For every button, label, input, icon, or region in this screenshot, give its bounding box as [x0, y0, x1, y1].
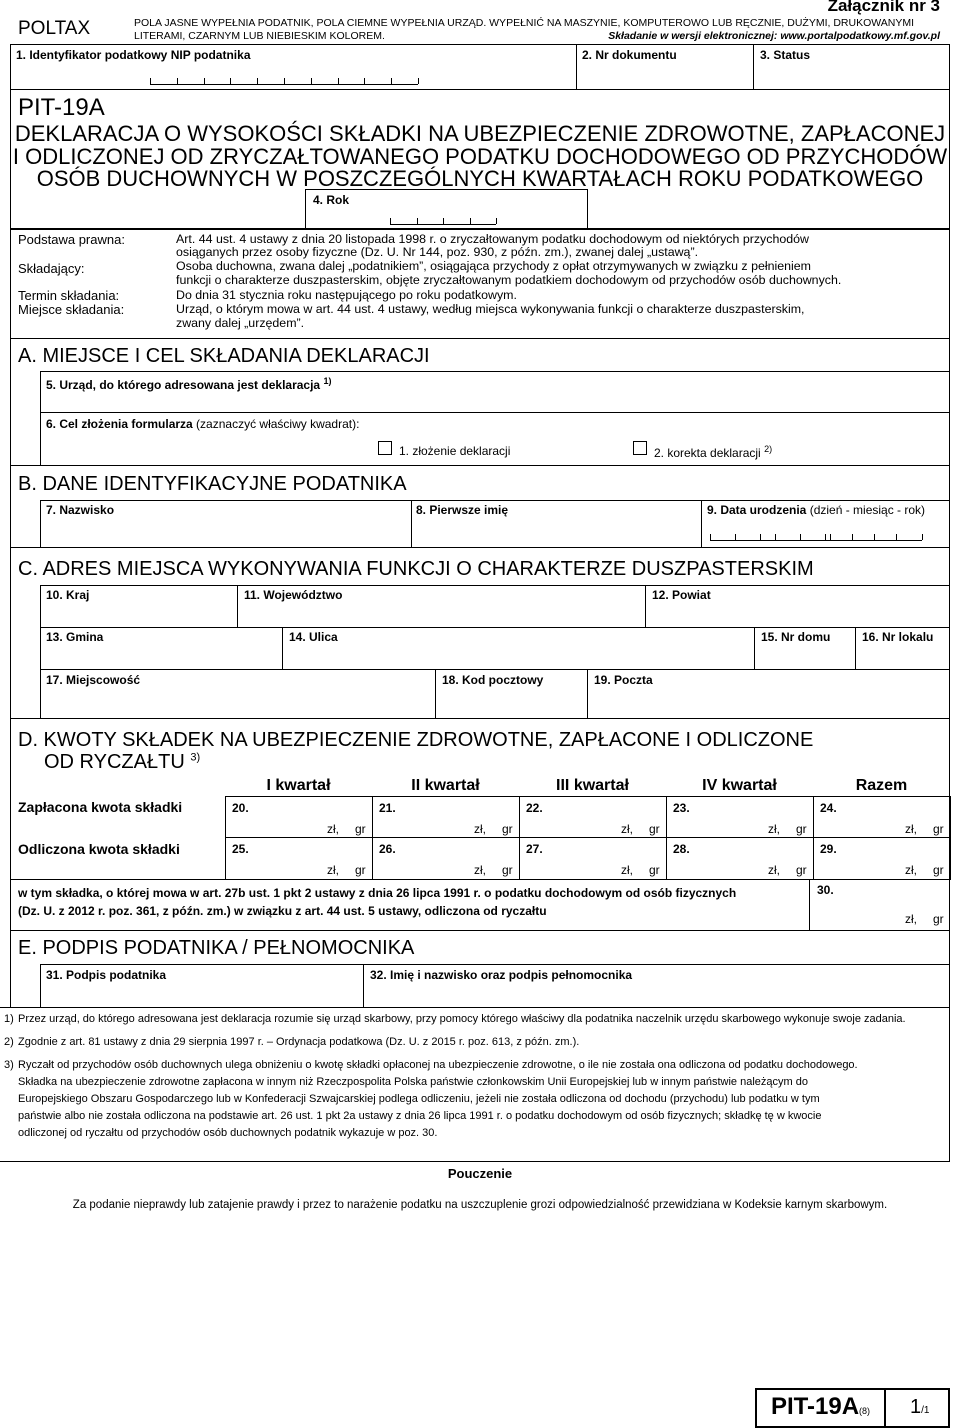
legal-basis-text-2: osiąganych przez osoby fizyczne (Dz. U. Nr 144, poz. 930, z późn. zm.), zwanej dalej „ustawą”.	[176, 245, 699, 259]
footnote-3-line-1: Ryczałt od przychodów osób duchownych ulega obniżeniu o kwotę składki opłaconej na ubezpieczenie zdrowotne, o ile nie została ona odliczona od podatku dochodowego.	[18, 1059, 858, 1071]
currency-zl: zł,	[327, 863, 339, 877]
year-digit-tick	[443, 218, 444, 224]
footnote-3-mark: 3)	[4, 1059, 14, 1071]
year-digit-line	[390, 224, 496, 225]
date-digit-tick	[710, 534, 711, 540]
title-line-1: DEKLARACJA O WYSOKOŚCI SKŁADKI NA UBEZPIECZENIE ZDROWOTNE, ZAPŁACONEJ	[14, 121, 946, 146]
cell-number: 23.	[673, 801, 690, 815]
deadline-text: Do dnia 31 stycznia roku następującego po roku podatkowym.	[176, 288, 517, 302]
section-d-title-2: OD RYCZAŁTU $^{3)}$	[44, 751, 201, 773]
footnote-1-mark: 1)	[4, 1013, 14, 1025]
currency-gr: gr	[933, 822, 944, 836]
date-digit-tick	[874, 534, 875, 540]
currency-gr: gr	[355, 863, 366, 877]
footnote-3-line-4: państwie albo nie została odliczona na podstawie art. 26 ust. 1 pkt 2a ustawy z dnia 26 lipca 1991 r. o podatku dochodowym od osób fizycznych; składkę tę w kwocie	[18, 1110, 822, 1122]
field-30-zl: zł,	[905, 912, 917, 926]
date-digit-tick	[852, 534, 853, 540]
currency-zl: zł,	[474, 822, 486, 836]
date-digit-tick	[775, 534, 776, 540]
house-no-label: 15. Nr domu	[761, 630, 831, 644]
year-digit-tick	[417, 218, 418, 224]
nip-digit-tick	[311, 78, 312, 84]
signature-label: 31. Podpis podatnika	[46, 968, 167, 982]
nip-digit-tick	[257, 78, 258, 84]
legal-basis-text-1: Art. 44 ust. 4 ustawy z dnia 20 listopada 1998 r. o zryczałtowanym podatku dochodowym od niektórych przychodów	[176, 232, 809, 246]
checkbox-correction[interactable]	[633, 441, 647, 455]
surname-label: 7. Nazwisko	[46, 503, 115, 517]
currency-zl: zł,	[768, 822, 780, 836]
year-digit-tick	[496, 218, 497, 224]
filer-text-1: Osoba duchowna, zwana dalej „podatnikiem”, osiągająca przychody z opłat otrzymywanych w związku z pełnieniem	[176, 259, 811, 273]
filer-label: Składający:	[18, 261, 85, 276]
table-header-row	[225, 776, 951, 797]
cell-number: 27.	[526, 842, 543, 856]
currency-zl: zł,	[768, 863, 780, 877]
date-digit-tick	[760, 534, 761, 540]
footnote-3-line-5: odliczonej od ryczałtu od przychodów osób duchownych podatnik wykazuje w poz. 30.	[18, 1127, 438, 1139]
purpose-label: 6. Cel złożenia formularza (zaznaczyć właściwy kwadrat):	[46, 417, 360, 431]
currency-zl: zł,	[905, 863, 917, 877]
nip-digit-tick	[230, 78, 231, 84]
cell-number: 24.	[820, 801, 837, 815]
title-line-3: OSÓB DUCHOWNYCH W POSZCZEGÓLNYCH KWARTAŁACH ROKU PODATKOWEGO	[36, 166, 924, 191]
county-label: 12. Powiat	[652, 588, 711, 602]
currency-gr: gr	[933, 863, 944, 877]
street-label: 14. Ulica	[289, 630, 338, 644]
apartment-no-label: 16. Nr lokalu	[862, 630, 934, 644]
currency-gr: gr	[502, 822, 513, 836]
row-paid-label: Zapłacona kwota składki	[18, 799, 183, 815]
deduction-note-1: w tym składka, o której mowa w art. 27b ust. 1 pkt 2 ustawy z dnia 26 lipca 1991 r. o podatku dochodowym od osób fizycznych	[18, 886, 737, 900]
section-e-title: E. PODPIS PODATNIKA / PEŁNOMOCNIKA	[18, 937, 415, 959]
footnote-3-line-3: Europejskiego Obszaru Gospodarczego lub w Konfederacji Szwajcarskiej podlega odliczeniu, jeżeli nie została odliczona od dochodu (przychodu) lub podatku w tym	[18, 1093, 820, 1105]
cell-number: 25.	[232, 842, 249, 856]
nip-digit-tick	[418, 78, 419, 84]
legal-basis-label: Podstawa prawna:	[18, 232, 125, 247]
year-label: 4. Rok	[313, 193, 350, 207]
deadline-label: Termin składania:	[18, 288, 120, 303]
voivodeship-label: 11. Województwo	[244, 588, 343, 602]
nip-digit-line	[150, 84, 418, 85]
cell-number: 29.	[820, 842, 837, 856]
nip-digit-tick	[150, 78, 151, 84]
place-text-2: zwany dalej „urzędem”.	[176, 316, 305, 330]
date-digit-tick	[896, 534, 897, 540]
postal-code-label: 18. Kod pocztowy	[442, 673, 544, 687]
page-footer-code: PIT-19A(8)	[771, 1393, 871, 1420]
cell-number: 22.	[526, 801, 543, 815]
section-b-title: B. DANE IDENTYFIKACYJNE PODATNIKA	[18, 473, 407, 495]
section-a-title: A. MIEJSCE I CEL SKŁADANIA DEKLARACJI	[18, 345, 430, 367]
currency-gr: gr	[649, 863, 660, 877]
currency-gr: gr	[796, 822, 807, 836]
year-digit-tick	[470, 218, 471, 224]
attachment-label: Załącznik nr 3	[827, 0, 940, 15]
option-submission: 1. złożenie deklaracji	[399, 444, 511, 458]
checkbox-submission[interactable]	[378, 441, 392, 455]
place-text-1: Urząd, o którym mowa w art. 44 ust. 4 ustawy, według miejsca wykonywania funkcji o charakterze duszpasterskim,	[176, 302, 805, 316]
poltax-brand: POLTAX	[18, 18, 91, 39]
instruction-line-1: POLA JASNE WYPEŁNIA PODATNIK, POLA CIEMNE WYPEŁNIA URZĄD. WYPEŁNIĆ NA MASZYNIE, KOMPUTEROWO LUB RĘCZNIE, DUŻYMI, DRUKOWANYMI	[134, 17, 915, 29]
currency-gr: gr	[649, 822, 660, 836]
proxy-signature-label: 32. Imię i nazwisko oraz podpis pełnomocnika	[370, 968, 633, 982]
field-30-number: 30.	[817, 883, 834, 897]
filer-text-2: funkcji o charakterze duszpasterskim, objęte zryczałtowanym podatkiem dochodowym od przychodów osób duchownych.	[176, 273, 842, 287]
year-digit-tick	[390, 218, 391, 224]
row-deducted-label: Odliczona kwota składki	[18, 841, 180, 857]
currency-zl: zł,	[621, 822, 633, 836]
cell-number: 28.	[673, 842, 690, 856]
currency-gr: gr	[355, 822, 366, 836]
option-correction: 2. korekta deklaracji $^{2)}$	[654, 444, 773, 460]
currency-gr: gr	[796, 863, 807, 877]
post-office-label: 19. Poczta	[594, 673, 653, 687]
instruction-text: Za podanie nieprawdy lub zatajenie prawdy i przez to narażenie podatku na uszczuplenie grozi odpowiedzialność przewidziana w Kodeksie karnym skarbowym.	[72, 1199, 888, 1211]
column-header-2: II kwartał	[411, 777, 480, 794]
date-digit-tick	[830, 534, 831, 540]
footnote-1: Przez urząd, do którego adresowana jest deklaracja rozumie się urząd skarbowy, przy pomocy którego właściwy dla podatnika naczelnik urzędu skarbowego wykonuje swoje zadania.	[18, 1013, 906, 1025]
section-d-title-1: D. KWOTY SKŁADEK NA UBEZPIECZENIE ZDROWOTNE, ZAPŁACONE I ODLICZONE	[18, 729, 814, 751]
date-digit-tick	[800, 534, 801, 540]
instruction-title: Pouczenie	[447, 1166, 513, 1181]
nip-digit-tick	[177, 78, 178, 84]
country-label: 10. Kraj	[46, 588, 90, 602]
cell-number: 21.	[379, 801, 396, 815]
nip-digit-tick	[338, 78, 339, 84]
title-line-2: I ODLICZONEJ OD ZRYCZAŁTOWANEGO PODATKU DOCHODOWEGO OD PRZYCHODÓW	[12, 144, 948, 169]
currency-zl: zł,	[327, 822, 339, 836]
tax-office-label: 5. Urząd, do którego adresowana jest deklaracja $^{1)}$	[46, 376, 332, 392]
column-header-4: IV kwartał	[702, 777, 777, 794]
cell-number: 20.	[232, 801, 249, 815]
nip-digit-tick	[284, 78, 285, 84]
nip-digit-tick	[391, 78, 392, 84]
column-header-1: I kwartał	[266, 777, 331, 794]
first-name-label: 8. Pierwsze imię	[416, 503, 509, 517]
status-label: 3. Status	[760, 48, 811, 62]
column-header-3: III kwartał	[556, 777, 629, 794]
currency-zl: zł,	[621, 863, 633, 877]
electronic-filing-note: Składanie w wersji elektronicznej: www.portalpodatkowy.mf.gov.pl	[608, 30, 940, 42]
nip-label: 1. Identyfikator podatkowy NIP podatnika	[16, 48, 251, 62]
currency-gr: gr	[502, 863, 513, 877]
cell-number: 26.	[379, 842, 396, 856]
nip-digit-tick	[364, 78, 365, 84]
form-code: PIT-19A	[18, 94, 105, 121]
footnote-2-mark: 2)	[4, 1036, 14, 1048]
doc-no-label: 2. Nr dokumentu	[582, 48, 677, 62]
birth-date-line	[710, 540, 922, 541]
footnote-3-line-2: Składka na ubezpieczenie zdrowotne zapłacona w innym niż Rzeczpospolita Polska państwie członkowskim Unii Europejskiej lub w innym państwie należącym do	[18, 1076, 808, 1088]
place-label: Miejsce składania:	[18, 302, 125, 317]
page-number: 1/1	[910, 1396, 930, 1418]
currency-zl: zł,	[905, 822, 917, 836]
municipality-label: 13. Gmina	[46, 630, 104, 644]
date-digit-tick	[825, 534, 826, 540]
date-digit-tick	[735, 534, 736, 540]
instruction-line-2: LITERAMI, CZARNYM LUB NIEBIESKIM KOLOREM.	[134, 30, 385, 42]
locality-label: 17. Miejscowość	[46, 673, 141, 687]
section-c-title: C. ADRES MIEJSCA WYKONYWANIA FUNKCJI O CHARAKTERZE DUSZPASTERSKIM	[18, 558, 814, 580]
date-digit-tick	[922, 534, 923, 540]
footnote-2: Zgodnie z art. 81 ustawy z dnia 29 sierpnia 1997 r. – Ordynacja podatkowa (Dz. U. z 2015 r. poz. 613, z późn. zm.).	[18, 1036, 580, 1048]
field-street[interactable]	[282, 627, 755, 670]
field-30-gr: gr	[933, 912, 944, 926]
birth-date-label: 9. Data urodzenia (dzień - miesiąc - rok)	[707, 503, 926, 517]
column-header-5: Razem	[855, 777, 908, 794]
currency-zl: zł,	[474, 863, 486, 877]
nip-digit-tick	[204, 78, 205, 84]
deduction-note-2: (Dz. U. z 2012 r. poz. 361, z późn. zm.) w związku z art. 44 ust. 5 ustawy, odliczona od ryczałtu	[18, 904, 547, 918]
